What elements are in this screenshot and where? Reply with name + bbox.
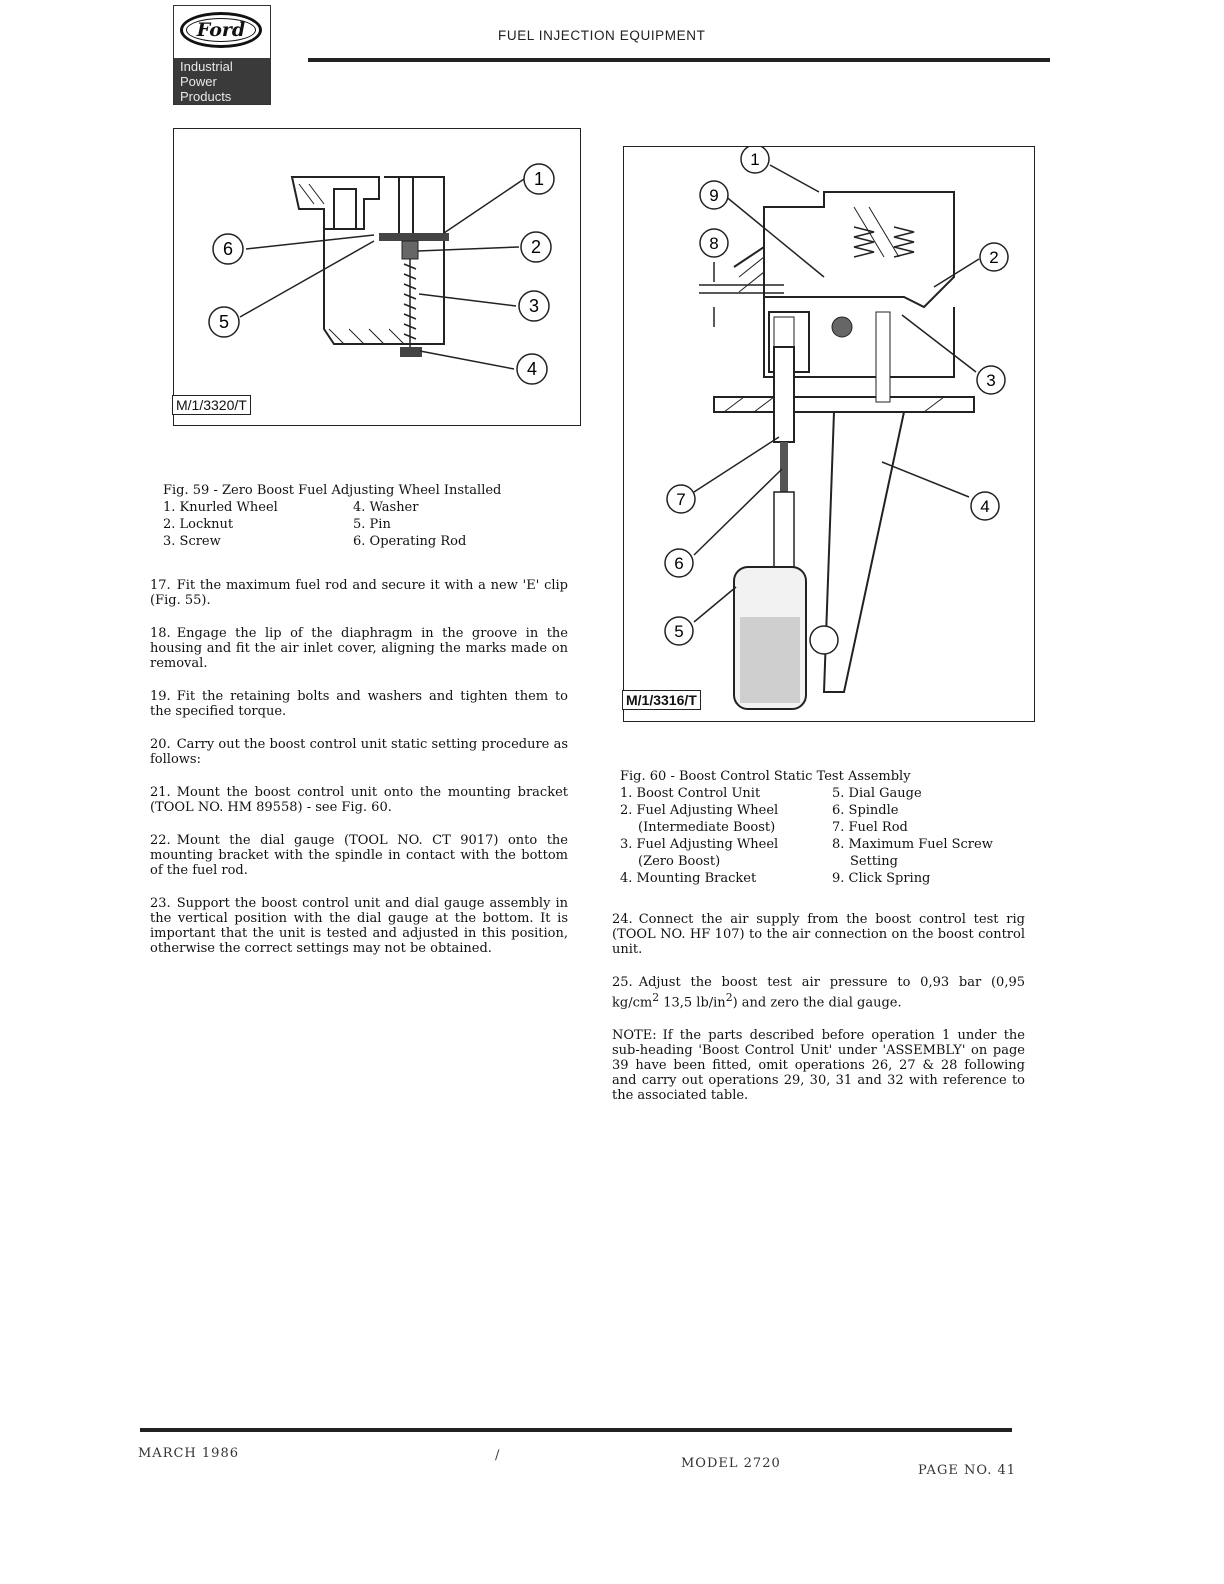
- step-23: [150, 896, 568, 956]
- step-19: [150, 689, 568, 719]
- fig60-callout-5: 5: [674, 622, 684, 641]
- figure-60-item: 6. Spindle: [832, 803, 899, 818]
- right-column: [612, 912, 1025, 1103]
- step-text-a: Adjust the boost test air pressure to 0,93 bar (0,95 kg/cm: [612, 975, 1025, 1011]
- superscript: 2: [725, 991, 733, 1004]
- figure-60-caption-title: Fig. 60 - Boost Control Static Test Assembly: [620, 769, 911, 784]
- fig59-callout-3: 3: [528, 296, 540, 316]
- figure-60-item: 3. Fuel Adjusting Wheel: [620, 837, 779, 852]
- step-number: 22.: [150, 833, 171, 848]
- step-number: 24.: [612, 912, 633, 927]
- fig59-callout-2: 2: [530, 237, 542, 257]
- footer-mark: /: [495, 1448, 501, 1463]
- step-17: [150, 578, 568, 608]
- figure-59-reference: M/1/3320/T: [172, 395, 251, 415]
- figure-60-caption: [620, 768, 1030, 887]
- fig60-callout-3: 3: [986, 371, 996, 390]
- step-number: 25.: [612, 975, 633, 990]
- fig59-callout-4: 4: [526, 359, 538, 379]
- figure-60-item: Setting: [850, 854, 898, 869]
- figure-59-item: 1. Knurled Wheel: [163, 500, 278, 515]
- fig60-callout-2: 2: [989, 248, 999, 267]
- figure-60-reference: M/1/3316/T: [622, 690, 701, 710]
- fig60-callout-7: 7: [676, 490, 686, 509]
- ford-oval-emblem: [180, 12, 262, 48]
- fig60-callout-8: 8: [709, 234, 719, 253]
- step-text: Engage the lip of the diaphragm in the groove in the housing and fit the air inlet cover, aligning the marks made on removal.: [150, 626, 568, 671]
- figure-60-item: 4. Mounting Bracket: [620, 871, 757, 886]
- step-text: Mount the boost control unit onto the mounting bracket (TOOL NO. HM 89558) - see Fig. 60.: [150, 785, 568, 815]
- note-label: NOTE:: [612, 1028, 657, 1044]
- figure-60-item: 2. Fuel Adjusting Wheel: [620, 803, 779, 818]
- figure-60-item: 5. Dial Gauge: [832, 786, 922, 801]
- ford-logo-wordmark: Ford: [196, 19, 246, 41]
- superscript: 2: [652, 991, 660, 1004]
- page-header-title: FUEL INJECTION EQUIPMENT: [498, 28, 706, 43]
- footer-rule: [140, 1428, 1012, 1432]
- step-number: 20.: [150, 737, 171, 752]
- step-text: Mount the dial gauge (TOOL NO. CT 9017) onto the mounting bracket with the spindle in contact with the bottom of the fuel rod.: [150, 833, 568, 878]
- step-22: [150, 833, 568, 878]
- step-number: 17.: [150, 578, 171, 593]
- figure-60-item: (Zero Boost): [638, 854, 721, 869]
- fig60-callout-6: 6: [674, 554, 684, 573]
- figure-60-item: 8. Maximum Fuel Screw: [832, 837, 993, 852]
- note: [612, 1028, 1025, 1103]
- footer-model: MODEL 2720: [681, 1456, 781, 1471]
- figure-59-item: 2. Locknut: [163, 517, 234, 532]
- step-number: 23.: [150, 896, 171, 911]
- logo-line-2: Power: [180, 74, 217, 89]
- fig60-callout-4: 4: [980, 497, 990, 516]
- step-text-b: 13,5 lb/in: [659, 995, 726, 1011]
- step-number: 18.: [150, 626, 171, 641]
- figure-60-item: (Intermediate Boost): [638, 820, 776, 835]
- header-rule: [308, 58, 1050, 62]
- step-18: [150, 626, 568, 671]
- fig60-callout-1: 1: [750, 150, 760, 169]
- ford-logo: [173, 5, 271, 105]
- figure-59: [173, 128, 581, 426]
- industrial-power-products-label: [174, 58, 270, 104]
- figure-59-item: 4. Washer: [353, 500, 419, 515]
- figure-59-caption: [163, 482, 563, 550]
- note-text: If the parts described before operation 1 under the sub-heading 'Boost Control Unit' under 'ASSEMBLY' on page 39 have been fitted, omit operations 26, 27 & 28 following and carry out operations 29, 30, 31 and 32 with reference to the associated table.: [612, 1028, 1025, 1104]
- step-text: Carry out the boost control unit static setting procedure as follows:: [150, 737, 568, 767]
- step-text: Support the boost control unit and dial gauge assembly in the vertical position with the dial gauge at the bottom. It is important that the unit is tested and adjusted in this position, otherwise the correct settings may not be obtained.: [150, 896, 568, 956]
- figure-59-caption-title: Fig. 59 - Zero Boost Fuel Adjusting Wheel Installed: [163, 483, 502, 498]
- fig59-callout-5: 5: [218, 312, 230, 332]
- figure-59-item: 3. Screw: [163, 534, 221, 549]
- step-number: 21.: [150, 785, 171, 800]
- step-25: [612, 975, 1025, 1010]
- logo-line-1: Industrial: [180, 59, 233, 74]
- fig60-callout-9: 9: [709, 186, 719, 205]
- logo-line-3: Products: [180, 89, 232, 104]
- footer-page-number: PAGE NO. 41: [918, 1463, 1017, 1478]
- step-number: 19.: [150, 689, 171, 704]
- figure-60-item: 1. Boost Control Unit: [620, 786, 761, 801]
- step-text: Connect the air supply from the boost control test rig (TOOL NO. HF 107) to the air connection on the boost control unit.: [612, 912, 1025, 957]
- figure-59-item: 5. Pin: [353, 517, 391, 532]
- figure-59-item: 6. Operating Rod: [353, 534, 467, 549]
- step-text-c: ) and zero the dial gauge.: [732, 995, 902, 1011]
- figure-60-item: 7. Fuel Rod: [832, 820, 908, 835]
- fig59-callout-6: 6: [222, 239, 234, 259]
- step-20: [150, 737, 568, 767]
- step-21: [150, 785, 568, 815]
- figure-60: [623, 146, 1035, 722]
- step-24: [612, 912, 1025, 957]
- step-text: Fit the retaining bolts and washers and tighten them to the specified torque.: [150, 689, 568, 719]
- left-column: [150, 578, 568, 956]
- fig59-callout-1: 1: [533, 169, 545, 189]
- step-text: Fit the maximum fuel rod and secure it with a new 'E' clip (Fig. 55).: [150, 578, 568, 608]
- footer-date: MARCH 1986: [138, 1446, 239, 1461]
- figure-60-item: 9. Click Spring: [832, 871, 931, 886]
